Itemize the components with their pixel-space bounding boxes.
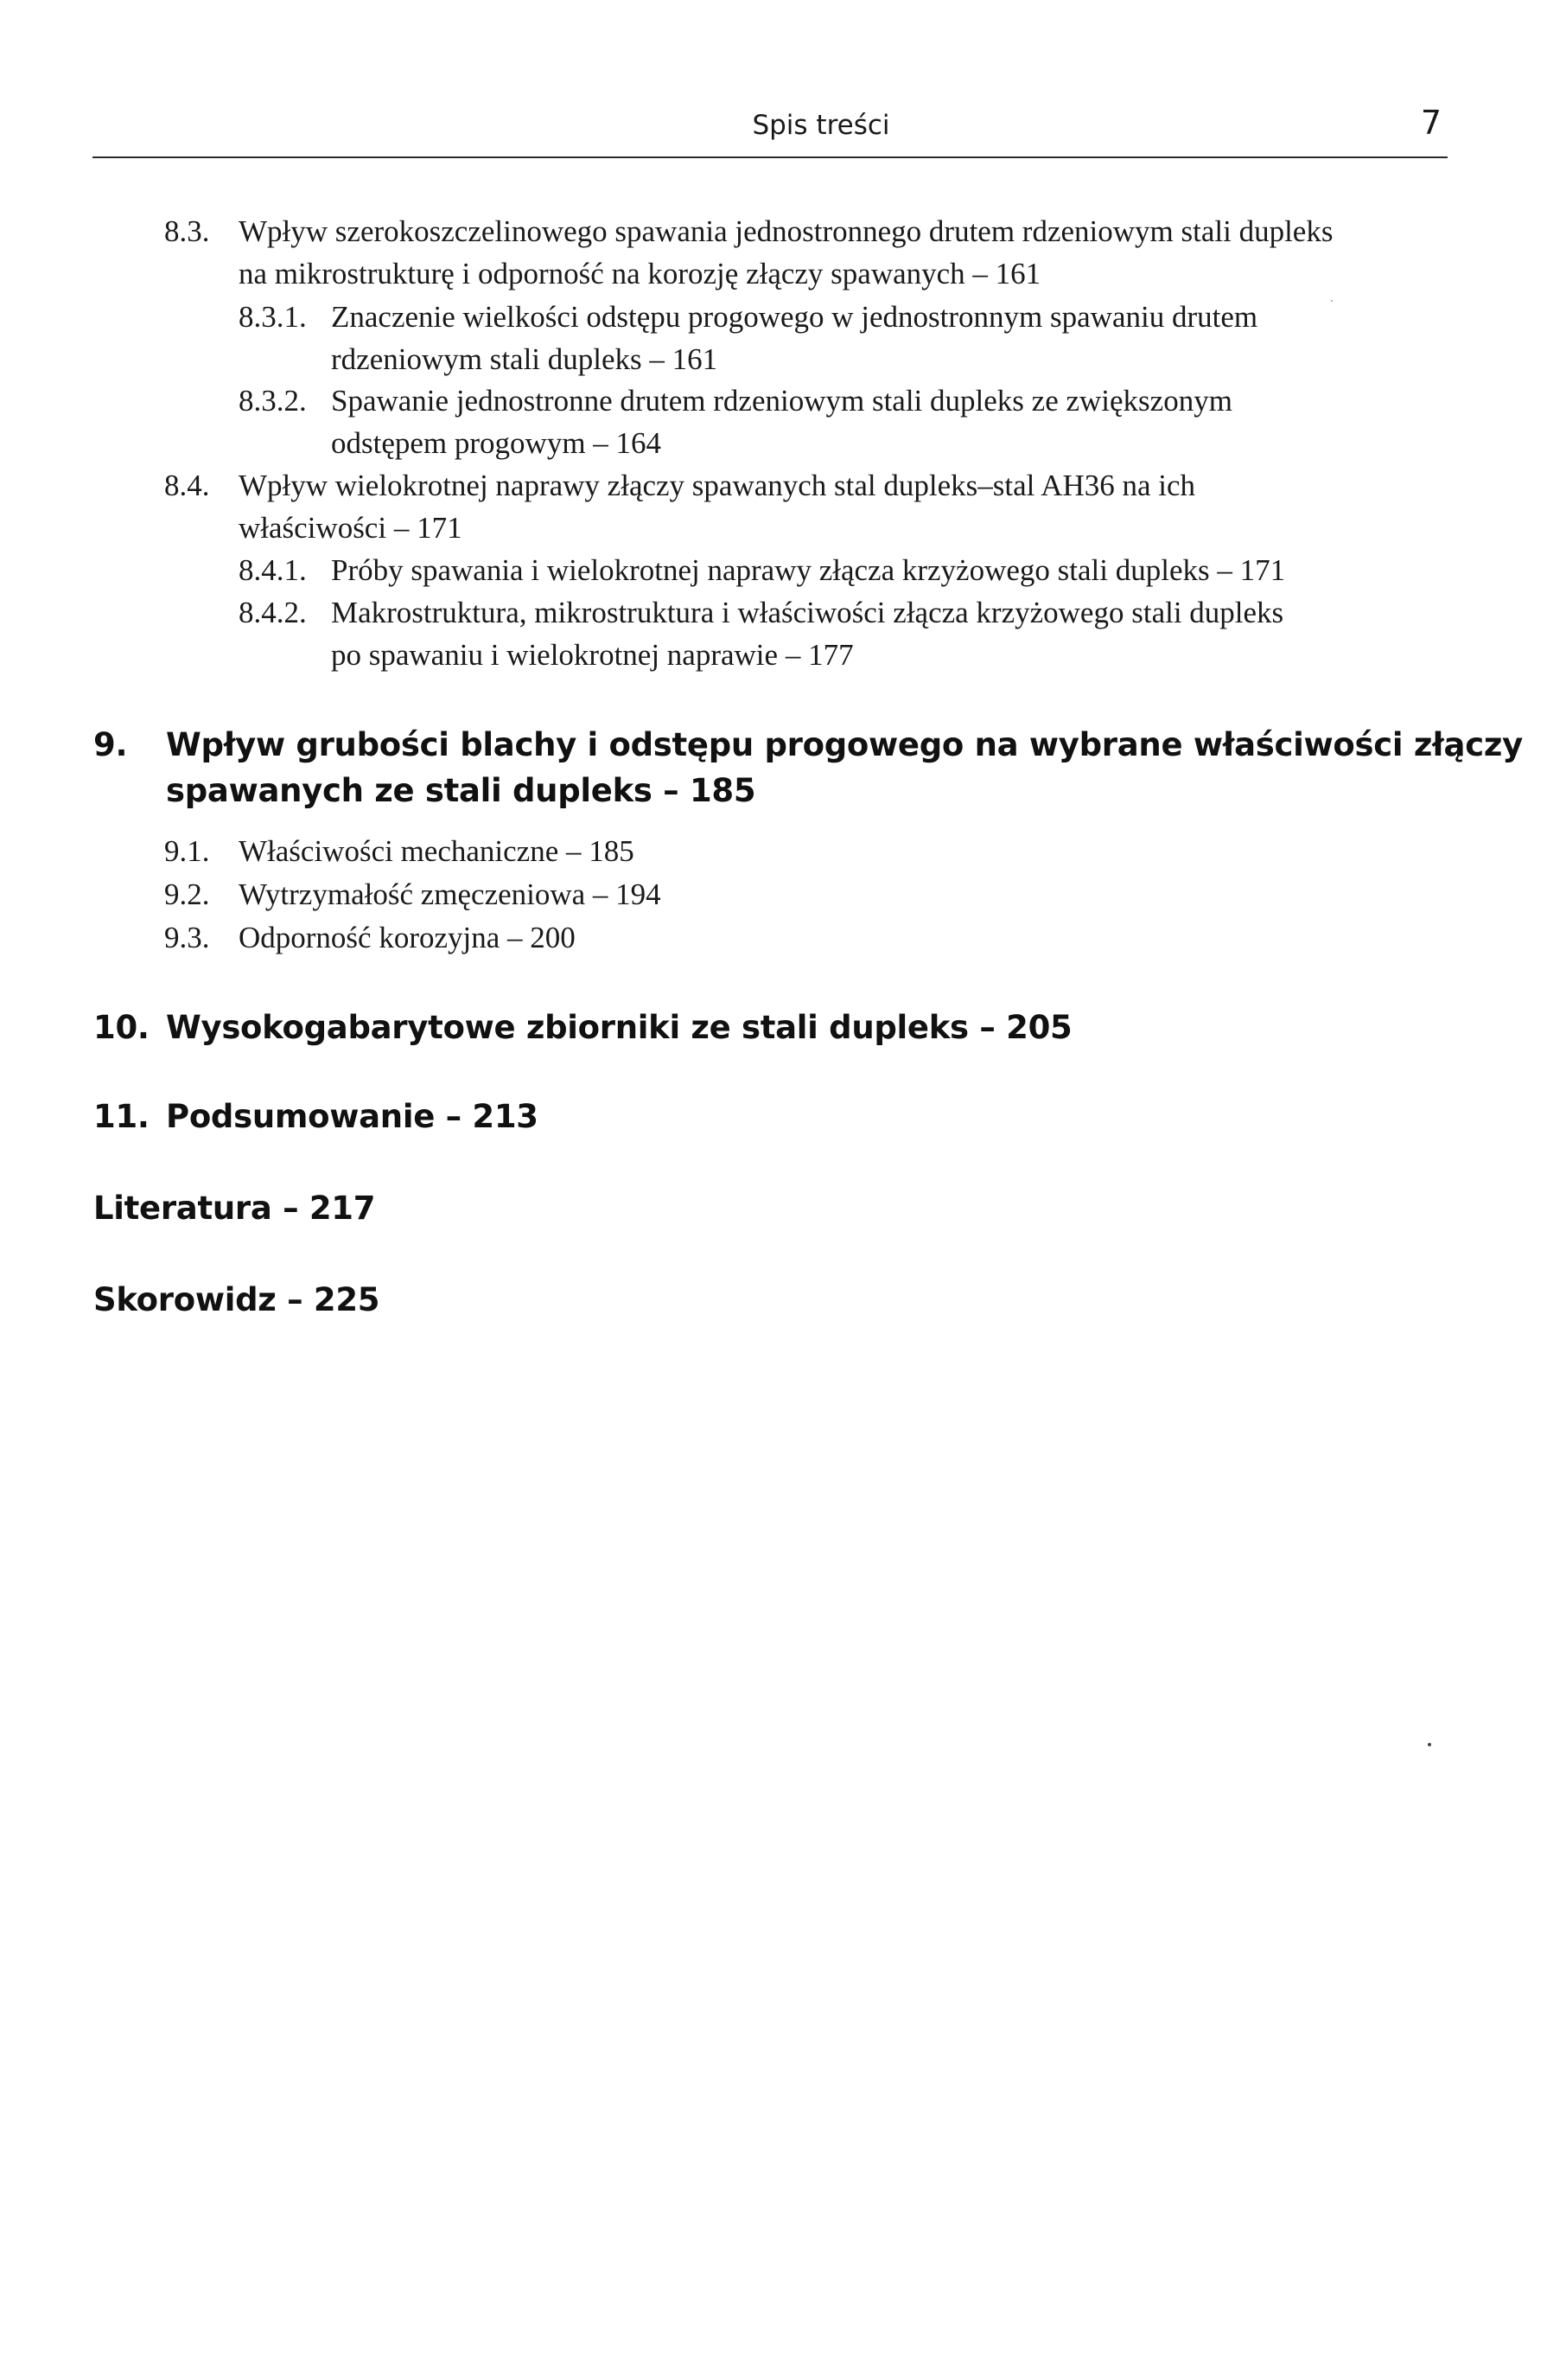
literatura-entry: Literatura – 217 [93, 1190, 376, 1227]
toc-entry-number: 8.4.1. [239, 553, 307, 587]
toc-entry-text: po spawaniu i wielokrotnej naprawie – 177 [331, 638, 854, 672]
running-header-title: Spis treści [752, 110, 890, 141]
chapter-number: 11. [93, 1098, 150, 1135]
toc-entry-number: 8.3. [164, 214, 210, 248]
toc-entry-number: 8.3.1. [239, 300, 307, 334]
toc-entry-text: Makrostruktura, mikrostruktura i właściwości złącza krzyżowego stali dupleks [331, 596, 1284, 629]
toc-entry-number: 9.2. [164, 877, 210, 911]
toc-entry-text: Znaczenie wielkości odstępu progowego w jednostronnym spawaniu drutem [331, 300, 1258, 334]
header-divider [92, 156, 1448, 158]
toc-entry-text: na mikrostrukturę i odporność na korozję złączy spawanych – 161 [239, 257, 1041, 290]
chapter-number: 10. [93, 1009, 150, 1046]
toc-entry-text: Wpływ wielokrotnej naprawy złączy spawanych stal dupleks–stal AH36 na ich [239, 469, 1196, 502]
toc-entry-text: Wpływ szerokoszczelinowego spawania jednostronnego drutem rdzeniowym stali dupleks [239, 214, 1334, 248]
toc-entry-text: Spawanie jednostronne drutem rdzeniowym stali dupleks ze zwiększonym [331, 384, 1232, 418]
chapter-number: 9. [93, 726, 128, 763]
chapter-title: Wysokogabarytowe zbiorniki ze stali dupleks – 205 [166, 1009, 1073, 1046]
chapter-title: Podsumowanie – 213 [166, 1098, 538, 1135]
toc-entry-text: Wytrzymałość zmęczeniowa – 194 [239, 877, 661, 911]
chapter-title: spawanych ze stali dupleks – 185 [166, 772, 756, 809]
toc-entry-number: 9.1. [164, 834, 210, 868]
toc-entry-text: odstępem progowym – 164 [331, 426, 662, 460]
toc-entry-text: Właściwości mechaniczne – 185 [239, 834, 634, 868]
toc-entry-number: 8.4.2. [239, 596, 307, 629]
chapter-title: Wpływ grubości blachy i odstępu progowego na wybrane właściwości złączy [166, 726, 1523, 763]
page-number: 7 [1420, 104, 1442, 142]
toc-entry-text: Próby spawania i wielokrotnej naprawy złącza krzyżowego stali dupleks – 171 [331, 553, 1286, 587]
scan-speck [1428, 1743, 1431, 1746]
toc-entry-text: właściwości – 171 [239, 511, 462, 545]
toc-entry-text: Odporność korozyjna – 200 [239, 921, 576, 954]
toc-entry-number: 8.4. [164, 469, 210, 502]
toc-entry-number: 9.3. [164, 921, 210, 954]
scan-speck [1331, 300, 1333, 302]
skorowidz-entry: Skorowidz – 225 [93, 1281, 380, 1318]
toc-entry-number: 8.3.2. [239, 384, 307, 418]
toc-entry-text: rdzeniowym stali dupleks – 161 [331, 342, 718, 376]
